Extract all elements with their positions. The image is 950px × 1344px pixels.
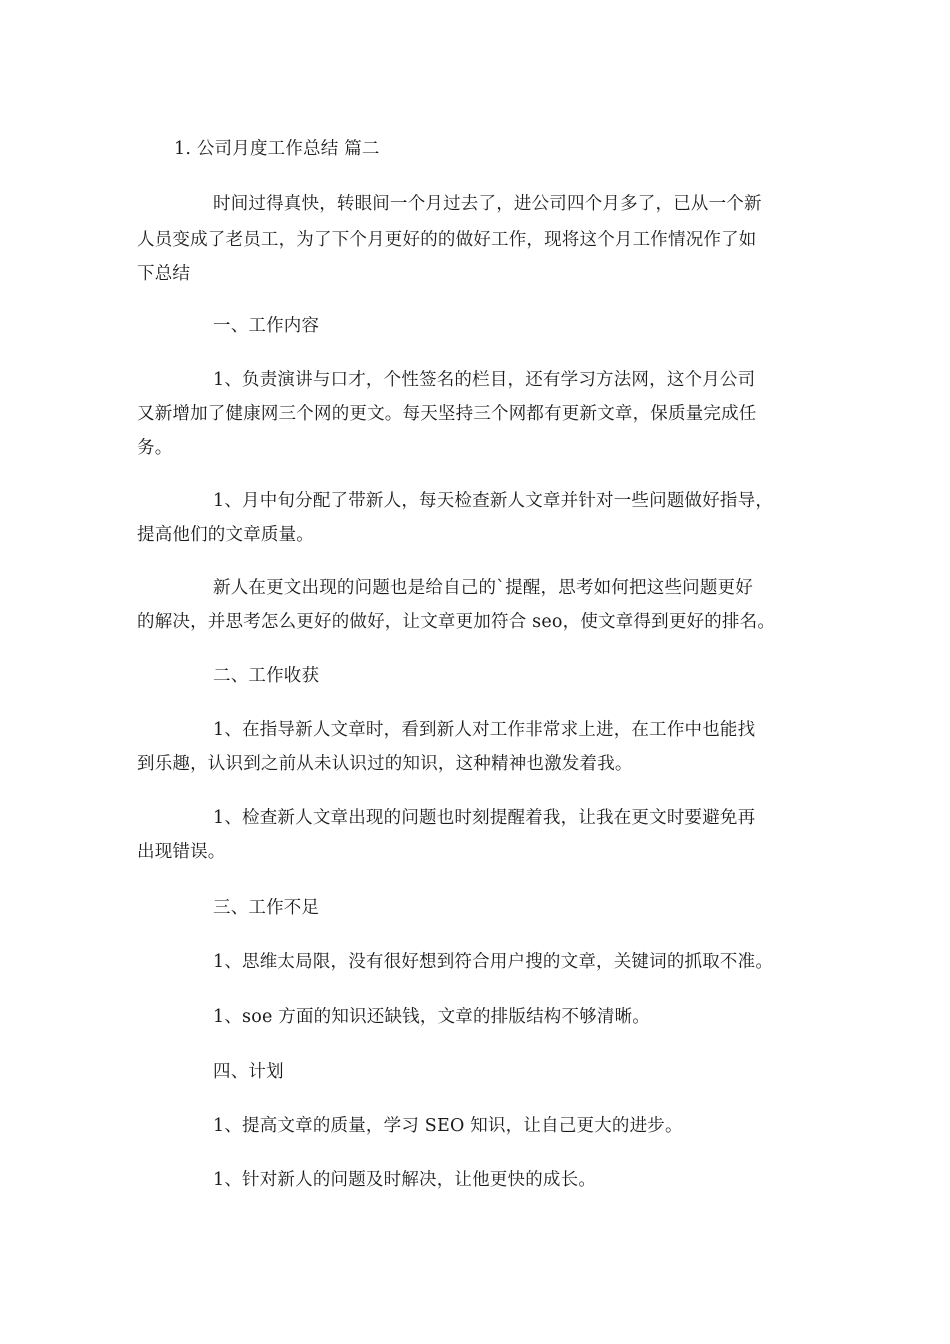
paragraph-line: 出现错误。 bbox=[137, 842, 226, 862]
intro-line-2: 人员变成了老员工，为了下个月更好的的做好工作，现将这个月工作情况作了如 bbox=[137, 230, 757, 250]
paragraph-line: 1、思维太局限，没有很好想到符合用户搜的文章，关键词的抓取不准。 bbox=[213, 952, 774, 972]
document-title: 1. 公司月度工作总结 篇二 bbox=[174, 139, 380, 159]
paragraph-line: 1、在指导新人文章时，看到新人对工作非常求上进，在工作中也能找 bbox=[213, 720, 756, 740]
paragraph-line: 1、提高文章的质量，学习 SEO 知识，让自己更大的进步。 bbox=[213, 1116, 683, 1136]
paragraph-line: 又新增加了健康网三个网的更文。每天坚持三个网都有更新文章，保质量完成任 bbox=[137, 404, 757, 424]
paragraph-line: 提高他们的文章质量。 bbox=[137, 525, 314, 545]
section-heading-work-gains: 二、工作收获 bbox=[213, 666, 320, 686]
paragraph-line: 1、检查新人文章出现的问题也时刻提醒着我，让我在更文时要避免再 bbox=[213, 808, 756, 828]
paragraph-line: 新人在更文出现的问题也是给自己的`提醒，思考如何把这些问题更好 bbox=[213, 578, 753, 598]
paragraph-line: 1、针对新人的问题及时解决，让他更快的成长。 bbox=[213, 1170, 597, 1190]
intro-line-1: 时间过得真快，转眼间一个月过去了，进公司四个月多了，已从一个新 bbox=[213, 194, 762, 214]
paragraph-line: 的解决，并思考怎么更好的做好，让文章更加符合 seo，使文章得到更好的排名。 bbox=[137, 612, 776, 632]
section-heading-work-content: 一、工作内容 bbox=[213, 316, 320, 336]
paragraph-line: 务。 bbox=[137, 438, 173, 458]
paragraph-line: 1、soe 方面的知识还缺钱，文章的排版结构不够清晰。 bbox=[213, 1007, 650, 1027]
paragraph-line: 1、月中旬分配了带新人，每天检查新人文章并针对一些问题做好指导， bbox=[213, 491, 774, 511]
section-heading-shortcomings: 三、工作不足 bbox=[213, 898, 320, 918]
paragraph-line: 1、负责演讲与口才，个性签名的栏目，还有学习方法网，这个月公司 bbox=[213, 370, 756, 390]
intro-line-3: 下总结 bbox=[137, 264, 191, 284]
section-heading-plan: 四、计划 bbox=[213, 1062, 284, 1082]
paragraph-line: 到乐趣，认识到之前从未认识过的知识，这种精神也激发着我。 bbox=[137, 754, 633, 774]
